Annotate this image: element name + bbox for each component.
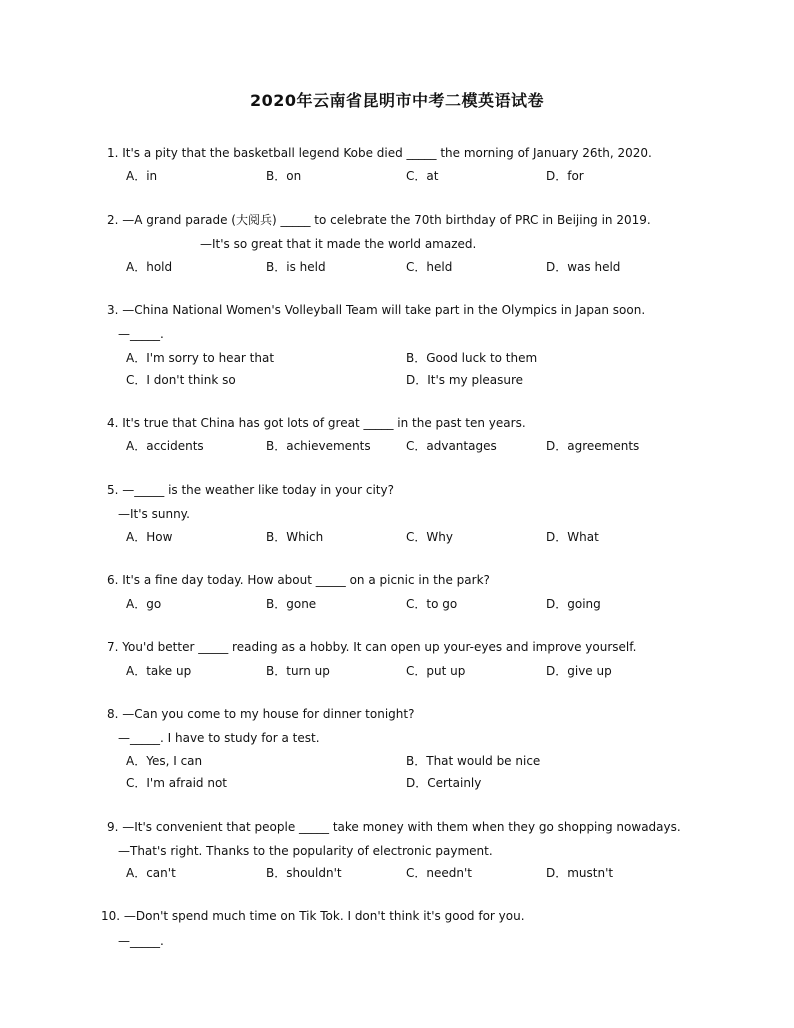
question-5-option-a: A．How [126, 530, 173, 544]
question-8-reply: —_____. I have to study for a test. [118, 731, 320, 745]
question-9-reply: —That's right. Thanks to the popularity of electronic payment. [118, 844, 493, 858]
question-2-option-b: B．is held [266, 260, 326, 274]
question-2-reply: —It's so great that it made the world amazed. [200, 237, 477, 251]
question-6-option-a: A．go [126, 597, 162, 611]
question-5-option-d: D．What [546, 530, 599, 544]
question-3-option-a: A．I'm sorry to hear that [126, 351, 275, 365]
question-8-option-a: A．Yes, I can [126, 754, 203, 768]
question-2-option-a: A．hold [126, 260, 173, 274]
question-2-option-c: C．held [406, 260, 453, 274]
question-7-stem: 7. You'd better _____ reading as a hobby. It can open up your-eyes and improve yourself. [107, 640, 637, 654]
question-10-reply: —_____. [118, 934, 164, 948]
question-6-option-c: C．to go [406, 597, 458, 611]
question-9-option-d: D．mustn't [546, 866, 614, 880]
question-3-option-d: D．It's my pleasure [406, 373, 524, 387]
question-9-option-c: C．needn't [406, 866, 472, 880]
question-5-reply: —It's sunny. [118, 507, 190, 521]
question-9-stem: 9. —It's convenient that people _____ take money with them when they go shopping nowadays. [107, 820, 681, 834]
question-5-option-b: B．Which [266, 530, 324, 544]
question-2-option-d: D．was held [546, 260, 621, 274]
question-5-option-c: C．Why [406, 530, 453, 544]
question-3-reply: —_____. [118, 327, 164, 341]
question-8-stem: 8. —Can you come to my house for dinner tonight? [107, 707, 415, 721]
question-7-option-c: C．put up [406, 664, 466, 678]
question-5-stem: 5. —_____ is the weather like today in your city? [107, 483, 394, 497]
question-6-option-b: B．gone [266, 597, 317, 611]
question-4-option-b: B．achievements [266, 439, 371, 453]
question-3-option-b: B．Good luck to them [406, 351, 538, 365]
question-8-option-d: D．Certainly [406, 776, 482, 790]
question-3-stem: 3. —China National Women's Volleyball Team will take part in the Olympics in Japan soon. [107, 303, 646, 317]
question-8-option-b: B．That would be nice [406, 754, 541, 768]
question-1-option-c: C．at [406, 169, 439, 183]
question-9-option-b: B．shouldn't [266, 866, 342, 880]
question-9-option-a: A．can't [126, 866, 176, 880]
question-4-option-c: C．advantages [406, 439, 497, 453]
question-3-option-c: C．I don't think so [126, 373, 236, 387]
question-7-option-d: D．give up [546, 664, 612, 678]
question-6-stem: 6. It's a fine day today. How about _____ on a picnic in the park? [107, 573, 490, 587]
question-4-option-a: A．accidents [126, 439, 204, 453]
question-1-option-b: B．on [266, 169, 302, 183]
question-1-stem: 1. It's a pity that the basketball legend Kobe died _____ the morning of January 26th, 2020. [107, 146, 652, 160]
question-1-option-a: A．in [126, 169, 158, 183]
question-10-stem: 10. —Don't spend much time on Tik Tok. I don't think it's good for you. [101, 909, 525, 923]
question-6-option-d: D．going [546, 597, 601, 611]
page-title: 2020年云南省昆明市中考二模英语试卷 [249, 91, 545, 110]
question-7-option-a: A．take up [126, 664, 192, 678]
question-4-option-d: D．agreements [546, 439, 640, 453]
question-2-stem: 2. —A grand parade (大阅兵) _____ to celebrate the 70th birthday of PRC in Beijing in 2019. [107, 213, 651, 227]
question-4-stem: 4. It's true that China has got lots of great _____ in the past ten years. [107, 416, 526, 430]
question-1-option-d: D．for [546, 169, 584, 183]
question-8-option-c: C．I'm afraid not [126, 776, 228, 790]
question-7-option-b: B．turn up [266, 664, 330, 678]
